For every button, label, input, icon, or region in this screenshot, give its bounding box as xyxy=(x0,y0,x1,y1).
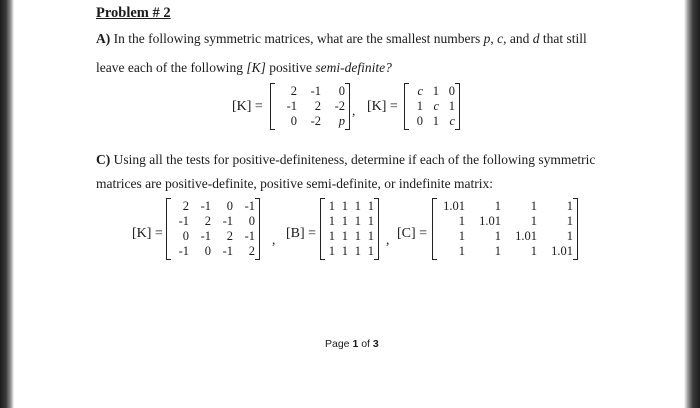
matrix-k xyxy=(166,198,260,260)
matrix-cell: 1 xyxy=(494,229,501,243)
var-p: p xyxy=(483,31,491,46)
matrix-cell: 1 xyxy=(448,99,455,113)
matrixC-label: [C] = xyxy=(397,226,428,241)
matrix-cell: -1 xyxy=(286,99,297,113)
matrix-cell: 0 xyxy=(290,114,297,128)
matrix-cell: 1 xyxy=(328,229,335,243)
matrix1-label: [K] = xyxy=(232,99,263,114)
matrix-cell: 1 xyxy=(367,244,374,258)
matrix-cell: 1 xyxy=(530,214,537,228)
matrix-cell: 1 xyxy=(341,244,348,258)
matrix-k2 xyxy=(404,83,460,130)
matrix-cell: 1.01 xyxy=(443,199,465,213)
matrix-cell: -1 xyxy=(222,214,233,228)
matrix-cell: -1 xyxy=(178,244,189,258)
page-edge-left xyxy=(0,0,14,408)
matrix-cell: 0 xyxy=(226,199,233,213)
part-c-line1 xyxy=(96,152,595,168)
matrix-cell: 1 xyxy=(341,199,348,213)
matrix-cell: 1.01 xyxy=(515,229,537,243)
matrix-cell: 0 xyxy=(338,84,345,98)
part-a-text1: In the following symmetric matrices, what are the smallest numbers xyxy=(113,31,481,46)
problem-title: Problem # 2 xyxy=(96,5,171,21)
matrix-cell: 1 xyxy=(328,244,335,258)
matrix-cell: c xyxy=(449,114,455,128)
matrix-cell: 1 xyxy=(458,214,465,228)
matrix-cell: 1 xyxy=(494,244,501,258)
matrix-cell: 1 xyxy=(354,244,361,258)
matrixK-label: [K] = xyxy=(132,226,163,241)
k-symbol: [K] xyxy=(246,60,266,75)
comma-2: , xyxy=(386,232,390,247)
matrix-cell: 2 xyxy=(226,229,233,243)
part-c-text1: Using all the tests for positive-definiteness, determine if each of the following symmetric xyxy=(113,152,596,167)
matrix-cell: 2 xyxy=(314,99,321,113)
matrix2-label: [K] = xyxy=(367,99,398,114)
matrix-cell: 1 xyxy=(530,199,537,213)
matrix-cell: 1 xyxy=(341,214,348,228)
matrix-cell: 1 xyxy=(566,229,573,243)
matrix-cell: 2 xyxy=(290,84,297,98)
matrix-cell: 1 xyxy=(432,84,439,98)
matrix-cell: -2 xyxy=(334,99,345,113)
matrix-cell: 0 xyxy=(416,114,423,128)
matrix-cell: -1 xyxy=(244,229,255,243)
footer-total-pages: 3 xyxy=(372,338,379,350)
footer-of-word: of xyxy=(361,338,370,350)
page-footer xyxy=(325,338,379,350)
part-a-text2: leave each of the following xyxy=(96,60,243,75)
matrix-cell: 2 xyxy=(248,244,255,258)
matrix-cell: 1 xyxy=(354,214,361,228)
matrix-cell: -1 xyxy=(200,199,211,213)
matrix-cell: 0 xyxy=(204,244,211,258)
matrix-cell: c xyxy=(433,99,439,113)
part-a-semi: semi xyxy=(315,60,341,75)
comma-1: , xyxy=(272,232,276,247)
part-a-label: A) xyxy=(96,31,111,46)
footer-page-word: Page xyxy=(325,338,350,350)
matrix-cell: 1 xyxy=(416,99,423,113)
matrix-cell: p xyxy=(338,114,345,128)
matrix-k1 xyxy=(270,83,350,130)
matrix-cell: 1 xyxy=(458,229,465,243)
matrix-cell: 1 xyxy=(566,199,573,213)
page-edge-right xyxy=(684,0,700,408)
matrix-c xyxy=(432,198,578,260)
matrix-cell: 1 xyxy=(354,199,361,213)
matrix-cell: 1 xyxy=(367,199,374,213)
matrix-cell: -1 xyxy=(244,199,255,213)
part-c-label: C) xyxy=(96,152,111,167)
matrix-cell: 1 xyxy=(328,199,335,213)
matrix-cell: 2 xyxy=(182,199,189,213)
matrix-cell: 1 xyxy=(458,244,465,258)
part-a-positive: positive xyxy=(269,60,312,75)
matrix-cell: -1 xyxy=(178,214,189,228)
part-c-line2: matrices are positive-definite, positive semi-definite, or indefinite matrix: xyxy=(96,176,493,191)
part-a-line1: A) In the following symmetric matrices, what are the smallest numbers p, c, and d that still xyxy=(96,31,587,46)
part-a-line2 xyxy=(96,60,392,76)
matrix-cell: -2 xyxy=(310,114,321,128)
matrix-cell: -1 xyxy=(200,229,211,243)
matrix-cell: 1 xyxy=(341,229,348,243)
matrix-cell: 0 xyxy=(182,229,189,243)
matrix-cell: -1 xyxy=(222,244,233,258)
var-c: c xyxy=(497,31,504,46)
matrix-cell: 0 xyxy=(448,84,455,98)
matrix-cell: 0 xyxy=(248,214,255,228)
matrix-cell: 1.01 xyxy=(551,244,573,258)
matrix-cell: 1 xyxy=(367,229,374,243)
and-word: , and xyxy=(503,31,530,46)
footer-page-num: 1 xyxy=(352,338,359,350)
matrix-b xyxy=(320,198,379,260)
matrix-cell: 2 xyxy=(204,214,211,228)
matrix-cell: 1 xyxy=(494,199,501,213)
matrix-cell: 1 xyxy=(367,214,374,228)
matrix-cell: 1 xyxy=(530,244,537,258)
matrix-cell: 1 xyxy=(354,229,361,243)
matrix-cell: 1 xyxy=(432,114,439,128)
matrix-cell: c xyxy=(417,84,423,98)
matrixB-label: [B] = xyxy=(286,226,317,241)
matrix-cell: -1 xyxy=(310,84,321,98)
matrix1-sep: , xyxy=(352,103,356,118)
matrix-cell: 1.01 xyxy=(479,214,501,228)
part-a-text1-end: that still xyxy=(542,31,587,46)
matrix-cell: 1 xyxy=(328,214,335,228)
var-d: d xyxy=(532,31,540,46)
part-a-definite: -definite? xyxy=(340,60,392,75)
matrix-cell: 1 xyxy=(566,214,573,228)
